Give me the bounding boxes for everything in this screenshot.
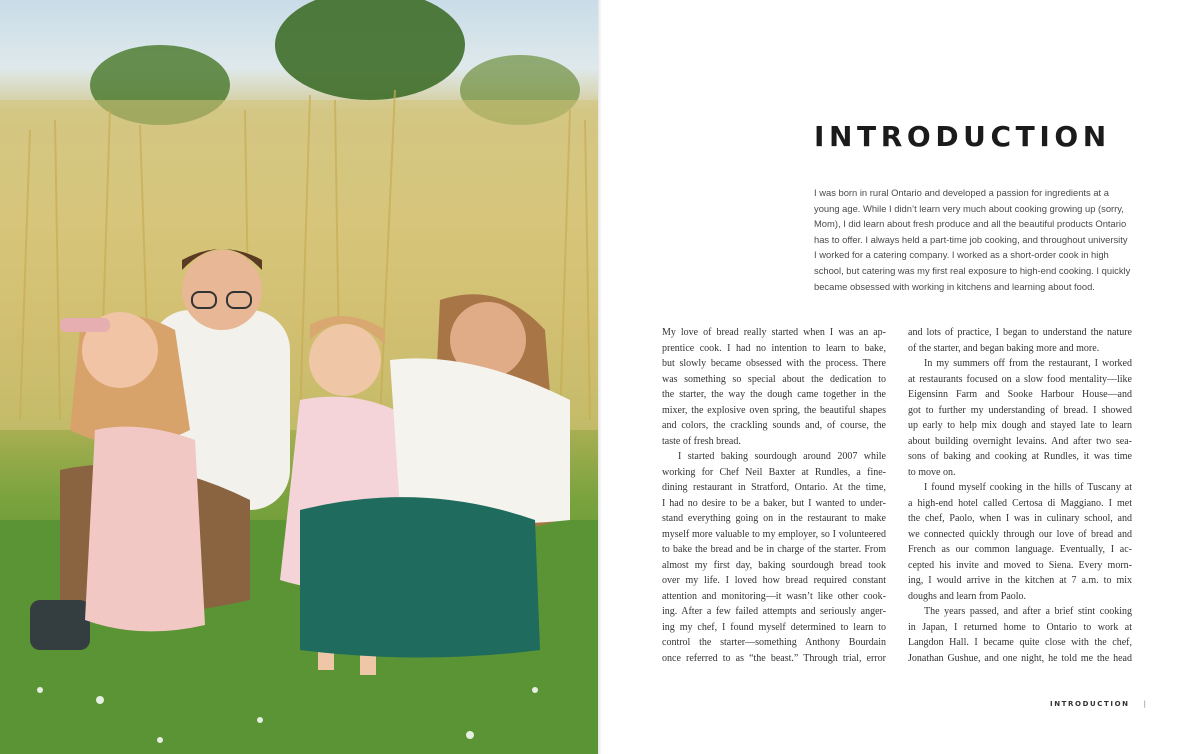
body-line: at restaurants focused on a slow food mentality—like [908, 373, 1132, 385]
body-line: in Japan, I returned home to Ontario to work at [908, 621, 1132, 633]
body-line: we connected quickly through our love of bread and [908, 528, 1132, 540]
body-line: prentice cook. I had no intention to learn to bake, [662, 342, 886, 354]
chapter-title: INTRODUCTION [814, 120, 1111, 153]
body-line: doughs and learn from Paolo. [908, 590, 1027, 602]
intro-line: I worked for a catering company. I worked as a short-order cook in high [814, 249, 1109, 261]
body-line: about building overnight levains. And after two sea- [908, 435, 1132, 447]
body-line: The years passed, and after a brief stint cooking [924, 606, 1132, 617]
body-line: ing. After a few failed attempts and seriously anger- [662, 606, 886, 617]
body-line: In my summers off from the restaurant, I worked [924, 358, 1132, 369]
body-line: got to further my understanding of bread. I showed [908, 404, 1132, 416]
intro-paragraph [814, 185, 1134, 294]
body-line: working for Chef Neil Baxter at Rundles, a fine- [662, 466, 886, 478]
body-line: I had no desire to be a baker, but I wanted to under- [662, 497, 886, 509]
intro-line: became obsessed with working in kitchens and learning about food. [814, 280, 1095, 292]
intro-line: has to offer. I always held a part-time job cooking, and throughout university [814, 233, 1128, 245]
body-column-right [908, 325, 1132, 666]
body-line: to move on. [908, 466, 956, 478]
footer-separator: | [1143, 700, 1148, 708]
body-line: once referred to as “the beast.” Through trial, error [662, 652, 886, 664]
body-line: the starter, the way the dough came together in the [662, 389, 886, 400]
footer-section-label: INTRODUCTION [1050, 700, 1130, 708]
body-line: ing my chef, I found myself determined to learn to [662, 621, 886, 633]
body-line: My love of bread really started when I was an ap- [662, 327, 886, 338]
body-line: up early to help mix dough and stayed late to learn [908, 420, 1132, 431]
body-line: cepted his invite and moved to Siena. Every morn- [908, 559, 1132, 571]
body-line: Langdon Hall. I became quite close with the chef, [908, 637, 1132, 648]
intro-line: young age. While I didn’t learn very much about cooking growing up (sorry, [814, 202, 1124, 214]
body-column-left [662, 325, 886, 666]
running-footer [1050, 700, 1148, 708]
body-line: I started baking sourdough around 2007 while [678, 451, 886, 462]
body-line: and colors, the crackling sounds and, of course, the [662, 420, 886, 431]
body-line: mixer, the explosive oven spring, the beautiful shapes [662, 404, 886, 416]
body-line: myself more valuable to my employer, so I volunteered [662, 528, 886, 540]
body-line: I found myself cooking in the hills of Tuscany at [924, 482, 1132, 493]
family-photo [0, 0, 598, 754]
body-line: to bake the bread and be in charge of the starter. From [662, 544, 886, 555]
body-line: of the starter, and began baking more and more. [908, 342, 1100, 354]
body-line: French as our common language. Eventually, I ac- [908, 544, 1132, 555]
page-gutter [598, 0, 602, 754]
body-line: was something so special about the dedication to [662, 373, 886, 385]
body-line: over my life. I loved how bread required constant [662, 575, 886, 586]
body-line: but slowly became obsessed with the process. There [662, 358, 886, 369]
body-line: almost my first day, baking sourdough bread took [662, 559, 886, 571]
intro-line: school, but catering was my first real exposure to high-end cooking. I quickly [814, 264, 1131, 276]
body-line: attention and monitoring—it wasn’t like other cook- [662, 590, 886, 602]
intro-line: Mom), I did learn about fresh produce and all the beautiful products Ontario [814, 218, 1127, 230]
body-line: sons of baking and cooking at Rundles, it was time [908, 451, 1132, 462]
body-line: ing, I would arrive in the kitchen at 7 a.m. to mix [908, 575, 1132, 586]
body-line: dining restaurant in Stratford, Ontario. At the time, [662, 482, 886, 493]
photo-illustration [0, 0, 598, 754]
body-line: Jonathan Gushue, and one night, he told me the head [908, 652, 1132, 664]
body-line: stand everything going on in the restaurant to make [662, 513, 886, 524]
body-line: and lots of practice, I began to understand the nature [908, 327, 1132, 338]
body-line: Eigensinn Farm and Sooke Harbour House—and [908, 389, 1132, 400]
body-line: control the starter—something Anthony Bourdain [662, 637, 886, 648]
body-line: taste of fresh bread. [662, 435, 741, 447]
intro-line: I was born in rural Ontario and developed a passion for ingredients at a [814, 187, 1109, 198]
body-line: a high-end hotel called Certosa di Maggiano. I met [908, 497, 1132, 509]
body-line: the chef, Paolo, when I was in culinary school, and [908, 513, 1132, 524]
